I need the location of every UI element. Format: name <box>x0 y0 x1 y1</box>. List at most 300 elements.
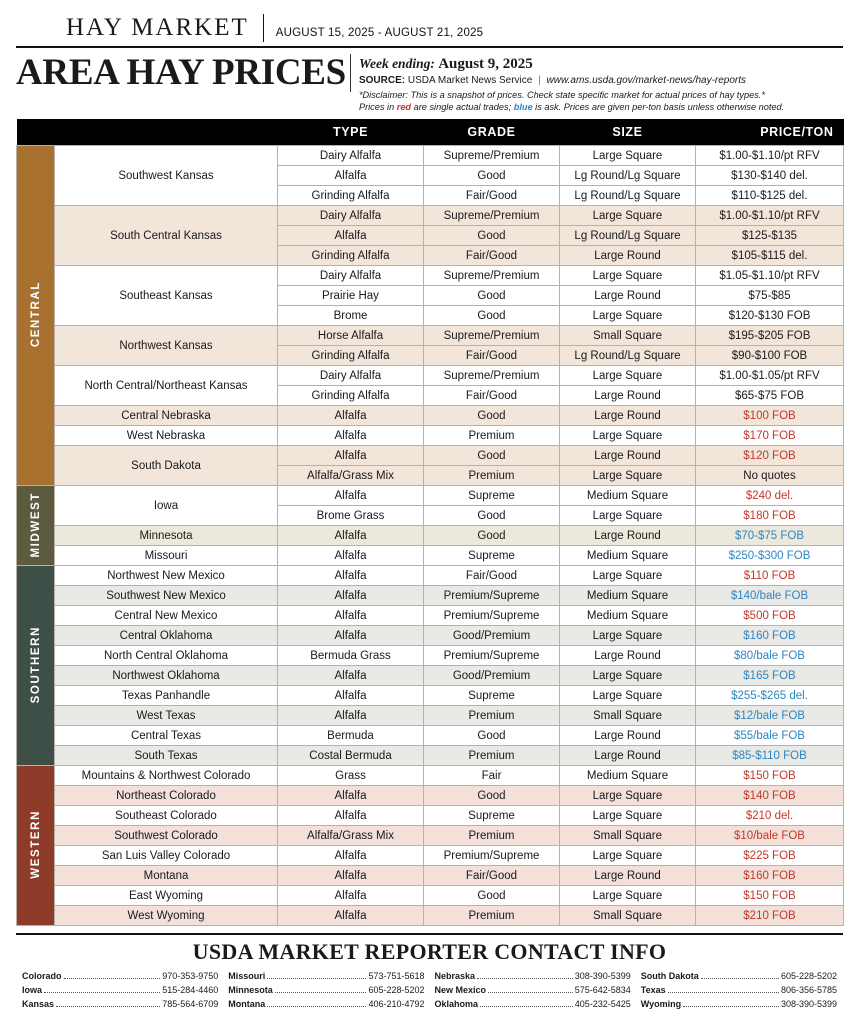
cell-state: Southeast Kansas <box>55 266 278 326</box>
table-header-row <box>17 119 844 146</box>
cell-size: Large Square <box>560 846 696 866</box>
contact-leader-dots <box>668 985 779 993</box>
cell-grade: Supreme <box>424 546 560 566</box>
contact-column <box>641 970 837 1012</box>
cell-size: Large Square <box>560 786 696 806</box>
contact-row <box>228 984 424 998</box>
region-label-southern <box>17 566 55 766</box>
cell-type: Bermuda <box>278 726 424 746</box>
cell-price: $250-$300 FOB <box>696 546 844 566</box>
contact-state-name: Texas <box>640 985 666 996</box>
cell-size: Large Square <box>560 806 696 826</box>
contact-row <box>228 998 424 1012</box>
contact-phone[interactable]: 575-642-5834 <box>574 985 631 996</box>
cell-price: $240 del. <box>696 486 844 506</box>
footer <box>16 933 843 1016</box>
cell-price: No quotes <box>696 466 844 486</box>
contact-phone[interactable]: 806-356-5785 <box>780 985 837 996</box>
contact-column <box>435 970 631 1012</box>
col-header-state <box>55 119 278 146</box>
cell-state: North Central/Northeast Kansas <box>55 366 278 406</box>
cell-grade: Good <box>424 306 560 326</box>
cell-size: Large Round <box>560 406 696 426</box>
region-label-central <box>17 146 55 486</box>
cell-state: Minnesota <box>55 526 278 546</box>
cell-state: South Dakota <box>55 446 278 486</box>
cell-price: $10/bale FOB <box>696 826 844 846</box>
region-label-midwest <box>17 486 55 566</box>
region-label-text: WESTERN <box>29 809 42 879</box>
table-row <box>17 266 844 286</box>
cell-size: Medium Square <box>560 586 696 606</box>
cell-grade: Premium <box>424 466 560 486</box>
cell-state: West Nebraska <box>55 426 278 446</box>
cell-type: Grass <box>278 766 424 786</box>
cell-state: Southwest Kansas <box>55 146 278 206</box>
contact-phone[interactable]: 515-284-4460 <box>162 985 219 996</box>
cell-type: Alfalfa <box>278 526 424 546</box>
page-title: AREA HAY PRICES <box>16 54 351 93</box>
cell-grade: Fair/Good <box>424 566 560 586</box>
cell-size: Large Square <box>560 566 696 586</box>
cell-state: Central Oklahoma <box>55 626 278 646</box>
cell-state: Northeast Colorado <box>55 786 278 806</box>
contact-leader-dots <box>701 971 779 979</box>
contact-row <box>435 970 631 984</box>
region-label-western <box>17 766 55 926</box>
cell-grade: Supreme/Premium <box>424 366 560 386</box>
contact-state-name: Oklahoma <box>434 999 479 1010</box>
masthead-date-range: AUGUST 15, 2025 - AUGUST 21, 2025 <box>275 26 484 39</box>
cell-price: $160 FOB <box>696 866 844 886</box>
source-line <box>359 75 843 86</box>
cell-type: Alfalfa <box>278 706 424 726</box>
cell-type: Alfalfa <box>278 546 424 566</box>
cell-size: Small Square <box>560 326 696 346</box>
table-row <box>17 666 844 686</box>
contact-state-name: Colorado <box>22 971 62 982</box>
cell-grade: Good <box>424 526 560 546</box>
cell-price: $55/bale FOB <box>696 726 844 746</box>
cell-grade: Fair <box>424 766 560 786</box>
cell-grade: Premium/Supreme <box>424 606 560 626</box>
cell-size: Small Square <box>560 826 696 846</box>
cell-type: Alfalfa <box>278 886 424 906</box>
cell-price: $120 FOB <box>696 446 844 466</box>
region-label-text: SOUTHERN <box>29 625 42 704</box>
cell-type: Alfalfa <box>278 566 424 586</box>
table-row <box>17 726 844 746</box>
cell-price: $1.00-$1.10/pt RFV <box>696 146 844 166</box>
cell-type: Dairy Alfalfa <box>278 266 424 286</box>
cell-state: Northwest New Mexico <box>55 566 278 586</box>
cell-price: $85-$110 FOB <box>696 746 844 766</box>
cell-type: Alfalfa <box>278 226 424 246</box>
cell-type: Alfalfa <box>278 606 424 626</box>
cell-state: North Central Oklahoma <box>55 646 278 666</box>
cell-type: Alfalfa <box>278 866 424 886</box>
contact-column <box>22 970 218 1012</box>
contact-state-name: Minnesota <box>228 985 273 996</box>
cell-state: Northwest Oklahoma <box>55 666 278 686</box>
table-row <box>17 746 844 766</box>
table-body <box>17 146 844 926</box>
table-row <box>17 906 844 926</box>
table-row <box>17 566 844 586</box>
col-header-price: PRICE/TON <box>696 119 844 146</box>
cell-price: $1.05-$1.10/pt RFV <box>696 266 844 286</box>
cell-price: $210 del. <box>696 806 844 826</box>
cell-price: $140 FOB <box>696 786 844 806</box>
cell-grade: Fair/Good <box>424 866 560 886</box>
cell-size: Large Square <box>560 886 696 906</box>
cell-state: Central New Mexico <box>55 606 278 626</box>
week-ending-label: Week ending: <box>358 55 435 71</box>
contact-row <box>228 970 424 984</box>
cell-type: Alfalfa <box>278 166 424 186</box>
contact-state-name: New Mexico <box>434 985 487 996</box>
cell-grade: Premium/Supreme <box>424 646 560 666</box>
cell-type: Alfalfa <box>278 806 424 826</box>
table-row <box>17 366 844 386</box>
cell-grade: Supreme/Premium <box>424 146 560 166</box>
cell-size: Large Round <box>560 746 696 766</box>
cell-price: $180 FOB <box>696 506 844 526</box>
contact-state-name: Montana <box>228 999 266 1010</box>
cell-size: Medium Square <box>560 766 696 786</box>
cell-price: $150 FOB <box>696 766 844 786</box>
disclaimer-pre: Prices in <box>358 101 397 112</box>
contact-leader-dots <box>488 985 573 993</box>
cell-size: Large Round <box>560 286 696 306</box>
cell-type: Dairy Alfalfa <box>278 366 424 386</box>
table-row <box>17 446 844 466</box>
cell-type: Alfalfa <box>278 426 424 446</box>
cell-price: $12/bale FOB <box>696 706 844 726</box>
cell-size: Large Round <box>560 446 696 466</box>
cell-size: Large Round <box>560 726 696 746</box>
table-row <box>17 326 844 346</box>
cell-size: Large Square <box>560 306 696 326</box>
cell-type: Horse Alfalfa <box>278 326 424 346</box>
cell-size: Medium Square <box>560 486 696 506</box>
cell-price: $65-$75 FOB <box>696 386 844 406</box>
cell-price: $125-$135 <box>696 226 844 246</box>
region-label-text: CENTRAL <box>29 281 42 348</box>
cell-size: Lg Round/Lg Square <box>560 186 696 206</box>
cell-grade: Good <box>424 446 560 466</box>
contact-state-name: Missouri <box>228 971 266 982</box>
source-name: USDA Market News Service <box>407 74 533 86</box>
cell-state: South Texas <box>55 746 278 766</box>
cell-type: Costal Bermuda <box>278 746 424 766</box>
cell-size: Large Round <box>560 386 696 406</box>
region-label-text: MIDWEST <box>29 491 42 558</box>
source-url[interactable]: www.ams.usda.gov/market-news/hay-reports <box>546 74 747 86</box>
source-label: SOURCE: <box>358 74 406 86</box>
cell-size: Large Square <box>560 686 696 706</box>
table-row <box>17 146 844 166</box>
contact-phone[interactable]: 308-390-5399 <box>574 971 631 982</box>
contact-phone[interactable]: 308-390-5399 <box>780 999 837 1010</box>
cell-grade: Good <box>424 786 560 806</box>
contact-leader-dots <box>44 985 160 993</box>
contact-leader-dots <box>267 999 366 1007</box>
cell-size: Small Square <box>560 906 696 926</box>
cell-type: Brome <box>278 306 424 326</box>
cell-price: $130-$140 del. <box>696 166 844 186</box>
cell-type: Bermuda Grass <box>278 646 424 666</box>
cell-grade: Premium <box>424 826 560 846</box>
table-row <box>17 886 844 906</box>
cell-grade: Good/Premium <box>424 626 560 646</box>
cell-type: Alfalfa <box>278 406 424 426</box>
cell-grade: Good <box>424 886 560 906</box>
cell-state: Central Nebraska <box>55 406 278 426</box>
col-header-size: SIZE <box>560 119 696 146</box>
cell-price: $100 FOB <box>696 406 844 426</box>
table-row <box>17 586 844 606</box>
cell-state: Mountains & Northwest Colorado <box>55 766 278 786</box>
cell-type: Alfalfa <box>278 446 424 466</box>
cell-grade: Fair/Good <box>424 186 560 206</box>
cell-type: Alfalfa <box>278 786 424 806</box>
contact-leader-dots <box>56 999 160 1007</box>
cell-price: $120-$130 FOB <box>696 306 844 326</box>
contact-phone[interactable]: 405-232-5425 <box>574 999 631 1010</box>
table-row <box>17 546 844 566</box>
cell-size: Large Square <box>560 146 696 166</box>
cell-price: $105-$115 del. <box>696 246 844 266</box>
table-row <box>17 526 844 546</box>
cell-state: Southwest Colorado <box>55 826 278 846</box>
cell-grade: Premium <box>424 906 560 926</box>
cell-type: Alfalfa <box>278 686 424 706</box>
table-row <box>17 706 844 726</box>
cell-grade: Premium <box>424 706 560 726</box>
cell-grade: Supreme/Premium <box>424 206 560 226</box>
cell-type: Dairy Alfalfa <box>278 206 424 226</box>
cell-state: Texas Panhandle <box>55 686 278 706</box>
table-row <box>17 806 844 826</box>
table-row <box>17 826 844 846</box>
contact-state-name: Nebraska <box>434 971 476 982</box>
cell-price: $170 FOB <box>696 426 844 446</box>
contact-phone[interactable]: 970-353-9750 <box>162 971 219 982</box>
table-header <box>17 119 844 146</box>
cell-grade: Supreme/Premium <box>424 266 560 286</box>
table-row <box>17 406 844 426</box>
contact-leader-dots <box>275 985 367 993</box>
cell-grade: Supreme/Premium <box>424 326 560 346</box>
contact-phone[interactable]: 573-751-5618 <box>368 971 425 982</box>
cell-size: Large Square <box>560 366 696 386</box>
cell-grade: Good <box>424 166 560 186</box>
cell-grade: Good <box>424 286 560 306</box>
cell-type: Grinding Alfalfa <box>278 386 424 406</box>
cell-size: Large Round <box>560 866 696 886</box>
cell-size: Medium Square <box>560 606 696 626</box>
cell-size: Large Square <box>560 266 696 286</box>
cell-type: Alfalfa <box>278 666 424 686</box>
cell-price: $225 FOB <box>696 846 844 866</box>
cell-grade: Supreme <box>424 486 560 506</box>
contact-phone[interactable]: 406-210-4792 <box>368 999 425 1010</box>
source-divider: | <box>538 74 541 86</box>
masthead-title: HAY MARKET <box>16 14 264 42</box>
cell-state: West Texas <box>55 706 278 726</box>
table-row <box>17 766 844 786</box>
cell-price: $1.00-$1.05/pt RFV <box>696 366 844 386</box>
cell-price: $75-$85 <box>696 286 844 306</box>
cell-price: $195-$205 FOB <box>696 326 844 346</box>
cell-grade: Fair/Good <box>424 346 560 366</box>
cell-size: Lg Round/Lg Square <box>560 226 696 246</box>
cell-state: Missouri <box>55 546 278 566</box>
cell-price: $255-$265 del. <box>696 686 844 706</box>
masthead <box>16 14 843 48</box>
cell-price: $500 FOB <box>696 606 844 626</box>
cell-grade: Good <box>424 506 560 526</box>
cell-grade: Supreme <box>424 806 560 826</box>
contact-row <box>435 984 631 998</box>
contact-row <box>641 984 837 998</box>
contact-phone[interactable]: 785-564-6709 <box>162 999 219 1010</box>
cell-type: Brome Grass <box>278 506 424 526</box>
cell-size: Large Square <box>560 206 696 226</box>
col-header-type: TYPE <box>278 119 424 146</box>
contact-row <box>641 998 837 1012</box>
table-row <box>17 786 844 806</box>
cell-type: Prairie Hay <box>278 286 424 306</box>
cell-state: Iowa <box>55 486 278 526</box>
cell-type: Alfalfa/Grass Mix <box>278 466 424 486</box>
cell-grade: Good <box>424 406 560 426</box>
cell-grade: Supreme <box>424 686 560 706</box>
cell-size: Large Square <box>560 666 696 686</box>
cell-price: $110 FOB <box>696 566 844 586</box>
source-block <box>351 54 843 114</box>
contact-state-name: Wyoming <box>640 999 682 1010</box>
cell-grade: Good/Premium <box>424 666 560 686</box>
cell-state: West Wyoming <box>55 906 278 926</box>
footer-title: USDA MARKET REPORTER CONTACT INFO <box>192 939 667 965</box>
contact-phone[interactable]: 605-228-5202 <box>780 971 837 982</box>
cell-size: Large Square <box>560 506 696 526</box>
cell-type: Alfalfa <box>278 486 424 506</box>
table-row <box>17 486 844 506</box>
contact-state-name: Iowa <box>22 985 43 996</box>
cell-price: $90-$100 FOB <box>696 346 844 366</box>
cell-grade: Fair/Good <box>424 246 560 266</box>
contact-row <box>22 984 218 998</box>
contact-row <box>435 998 631 1012</box>
cell-type: Alfalfa <box>278 846 424 866</box>
table-row <box>17 646 844 666</box>
cell-type: Grinding Alfalfa <box>278 186 424 206</box>
cell-state: Southwest New Mexico <box>55 586 278 606</box>
contact-leader-dots <box>480 999 573 1007</box>
title-block <box>16 51 843 114</box>
cell-size: Lg Round/Lg Square <box>560 166 696 186</box>
cell-size: Lg Round/Lg Square <box>560 346 696 366</box>
cell-size: Large Square <box>560 466 696 486</box>
cell-size: Large Round <box>560 646 696 666</box>
contact-row <box>22 970 218 984</box>
cell-price: $110-$125 del. <box>696 186 844 206</box>
table-row <box>17 866 844 886</box>
table-row <box>17 606 844 626</box>
disclaimer-line-1: *Disclaimer: This is a snapshot of prices. Check state specific market for actual prices of hay types.* <box>358 89 765 100</box>
cell-state: San Luis Valley Colorado <box>55 846 278 866</box>
week-ending-date: August 9, 2025 <box>438 55 533 72</box>
contact-leader-dots <box>64 971 161 979</box>
contact-leader-dots <box>683 999 779 1007</box>
hay-prices-table <box>16 119 844 926</box>
cell-price: $80/bale FOB <box>696 646 844 666</box>
cell-grade: Good <box>424 726 560 746</box>
cell-price: $165 FOB <box>696 666 844 686</box>
cell-size: Small Square <box>560 706 696 726</box>
cell-state: Montana <box>55 866 278 886</box>
cell-grade: Premium/Supreme <box>424 586 560 606</box>
col-header-region <box>17 119 55 146</box>
cell-type: Grinding Alfalfa <box>278 246 424 266</box>
cell-type: Alfalfa/Grass Mix <box>278 826 424 846</box>
disclaimer-mid: are single actual trades; <box>411 101 514 112</box>
cell-price: $150 FOB <box>696 886 844 906</box>
cell-state: Northwest Kansas <box>55 326 278 366</box>
cell-size: Medium Square <box>560 546 696 566</box>
cell-state: East Wyoming <box>55 886 278 906</box>
cell-size: Large Round <box>560 246 696 266</box>
cell-state: Central Texas <box>55 726 278 746</box>
table-row <box>17 426 844 446</box>
disclaimer-post: is ask. Prices are given per-ton basis unless otherwise noted. <box>532 101 785 112</box>
contact-state-name: South Dakota <box>640 971 699 982</box>
cell-price: $1.00-$1.10/pt RFV <box>696 206 844 226</box>
disclaimer <box>359 89 843 114</box>
cell-size: Large Square <box>560 426 696 446</box>
col-header-grade: GRADE <box>424 119 560 146</box>
cell-size: Large Square <box>560 626 696 646</box>
contact-row <box>641 970 837 984</box>
cell-size: Large Round <box>560 526 696 546</box>
cell-grade: Good <box>424 226 560 246</box>
contact-leader-dots <box>267 971 366 979</box>
cell-type: Grinding Alfalfa <box>278 346 424 366</box>
table-row <box>17 846 844 866</box>
cell-price: $160 FOB <box>696 626 844 646</box>
contact-column <box>228 970 424 1012</box>
cell-grade: Premium <box>424 426 560 446</box>
cell-grade: Premium/Supreme <box>424 846 560 866</box>
cell-state: Southeast Colorado <box>55 806 278 826</box>
cell-grade: Fair/Good <box>424 386 560 406</box>
contact-phone[interactable]: 605-228-5202 <box>368 985 425 996</box>
cell-price: $210 FOB <box>696 906 844 926</box>
cell-type: Alfalfa <box>278 906 424 926</box>
cell-type: Alfalfa <box>278 626 424 646</box>
cell-state: South Central Kansas <box>55 206 278 266</box>
table-row <box>17 206 844 226</box>
week-ending <box>359 56 843 73</box>
cell-type: Alfalfa <box>278 586 424 606</box>
cell-type: Dairy Alfalfa <box>278 146 424 166</box>
disclaimer-red-word: red <box>396 101 412 112</box>
cell-grade: Premium <box>424 746 560 766</box>
disclaimer-blue-word: blue <box>513 101 533 112</box>
